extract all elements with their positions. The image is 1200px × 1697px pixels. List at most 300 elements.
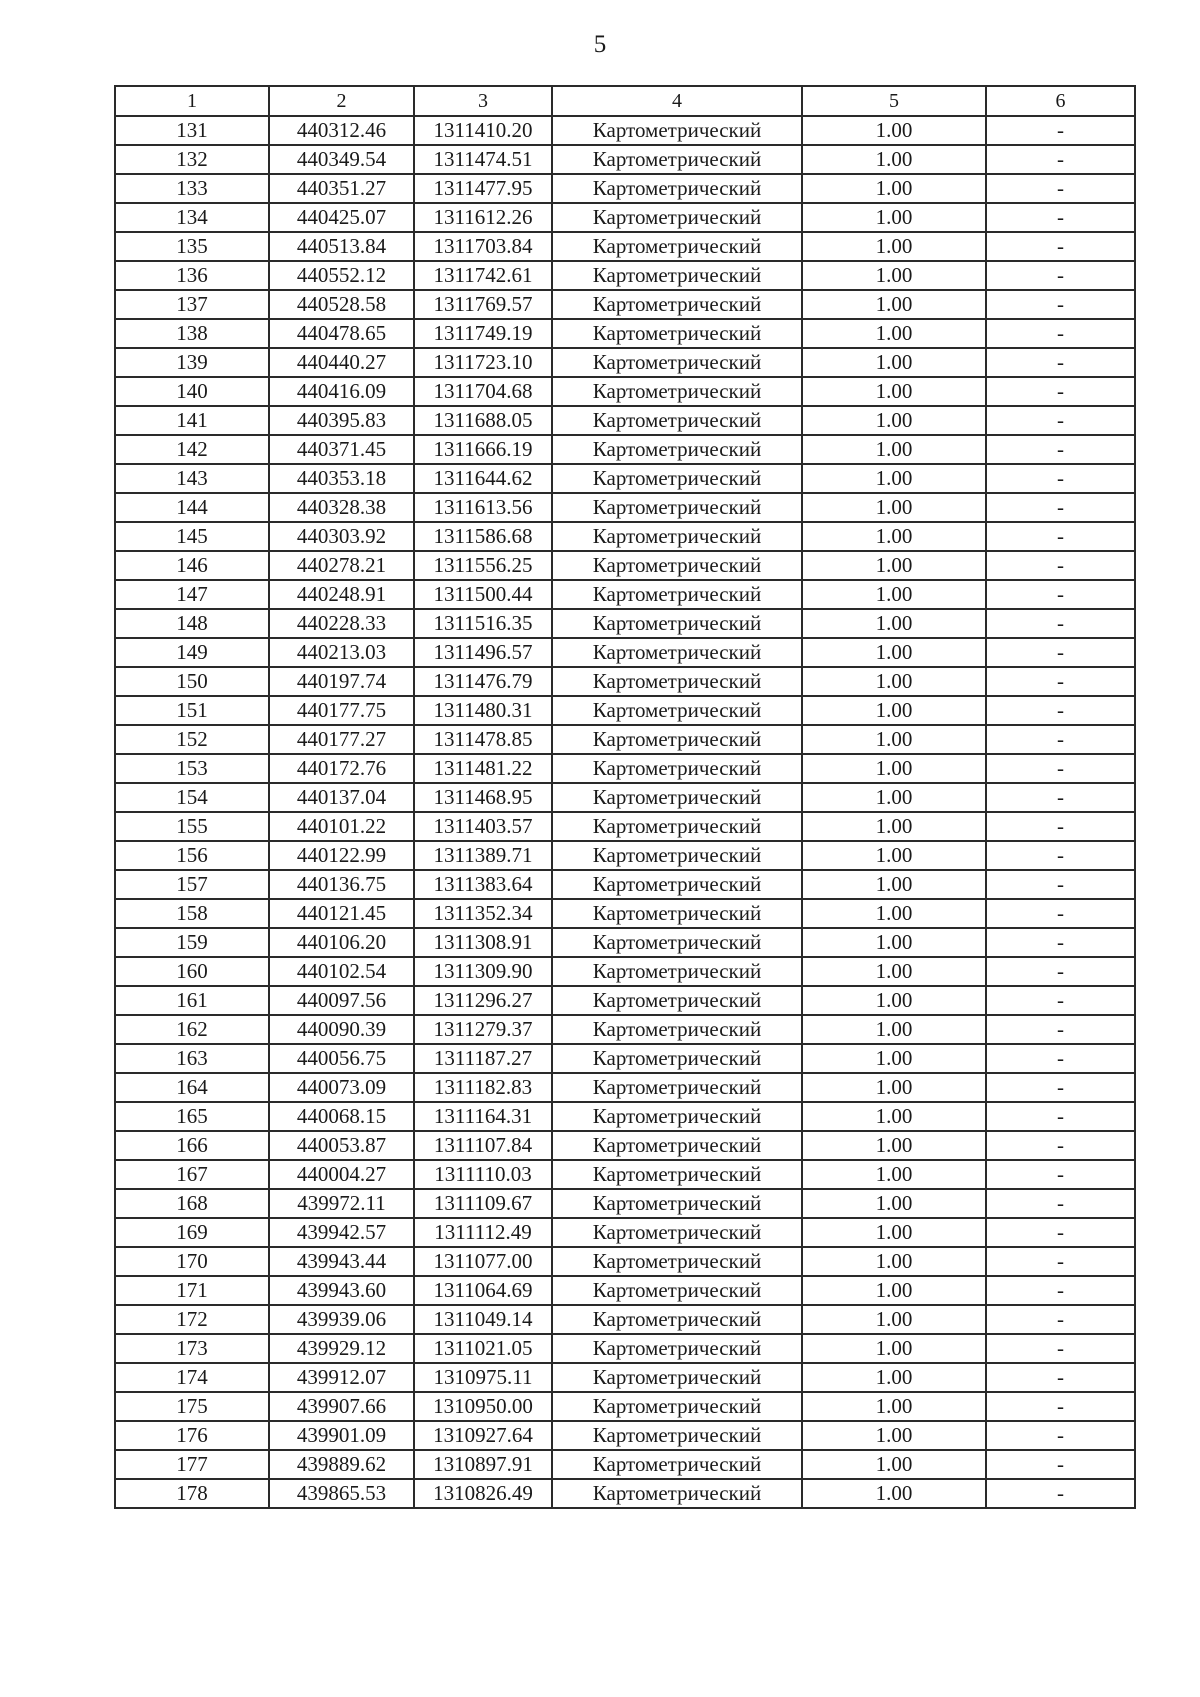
note-cell: - (986, 174, 1135, 203)
point-number-cell: 175 (115, 1392, 269, 1421)
table-row (115, 261, 1135, 290)
x-coordinate-cell: 440328.38 (269, 493, 414, 522)
y-coordinate-cell: 1311403.57 (414, 812, 552, 841)
table-row (115, 1073, 1135, 1102)
accuracy-cell: 1.00 (802, 812, 986, 841)
method-cell: Картометрический (552, 696, 802, 725)
accuracy-cell: 1.00 (802, 1276, 986, 1305)
table-body (115, 116, 1135, 1508)
point-number-cell: 177 (115, 1450, 269, 1479)
note-cell: - (986, 1160, 1135, 1189)
table-row (115, 580, 1135, 609)
x-coordinate-cell: 439889.62 (269, 1450, 414, 1479)
note-cell: - (986, 464, 1135, 493)
table-row (115, 493, 1135, 522)
method-cell: Картометрический (552, 145, 802, 174)
accuracy-cell: 1.00 (802, 1044, 986, 1073)
note-cell: - (986, 638, 1135, 667)
x-coordinate-cell: 439943.44 (269, 1247, 414, 1276)
table-row (115, 899, 1135, 928)
point-number-cell: 176 (115, 1421, 269, 1450)
y-coordinate-cell: 1311474.51 (414, 145, 552, 174)
method-cell: Картометрический (552, 754, 802, 783)
point-number-cell: 149 (115, 638, 269, 667)
accuracy-cell: 1.00 (802, 1363, 986, 1392)
accuracy-cell: 1.00 (802, 493, 986, 522)
table-row (115, 377, 1135, 406)
x-coordinate-cell: 440102.54 (269, 957, 414, 986)
table-row (115, 1247, 1135, 1276)
note-cell: - (986, 261, 1135, 290)
point-number-cell: 160 (115, 957, 269, 986)
point-number-cell: 174 (115, 1363, 269, 1392)
accuracy-cell: 1.00 (802, 696, 986, 725)
method-cell: Картометрический (552, 1276, 802, 1305)
x-coordinate-cell: 440213.03 (269, 638, 414, 667)
method-cell: Картометрический (552, 1305, 802, 1334)
method-cell: Картометрический (552, 522, 802, 551)
accuracy-cell: 1.00 (802, 348, 986, 377)
table-row (115, 1160, 1135, 1189)
method-cell: Картометрический (552, 1131, 802, 1160)
point-number-cell: 148 (115, 609, 269, 638)
note-cell: - (986, 1073, 1135, 1102)
note-cell: - (986, 783, 1135, 812)
table-row (115, 145, 1135, 174)
table-row (115, 1189, 1135, 1218)
note-cell: - (986, 696, 1135, 725)
column-header: 6 (986, 86, 1135, 116)
point-number-cell: 163 (115, 1044, 269, 1073)
note-cell: - (986, 609, 1135, 638)
x-coordinate-cell: 440228.33 (269, 609, 414, 638)
y-coordinate-cell: 1310826.49 (414, 1479, 552, 1508)
method-cell: Картометрический (552, 174, 802, 203)
table-row (115, 696, 1135, 725)
y-coordinate-cell: 1311769.57 (414, 290, 552, 319)
accuracy-cell: 1.00 (802, 551, 986, 580)
point-number-cell: 166 (115, 1131, 269, 1160)
accuracy-cell: 1.00 (802, 986, 986, 1015)
table-header-row (115, 86, 1135, 116)
y-coordinate-cell: 1311476.79 (414, 667, 552, 696)
y-coordinate-cell: 1311112.49 (414, 1218, 552, 1247)
table-row (115, 435, 1135, 464)
note-cell: - (986, 870, 1135, 899)
y-coordinate-cell: 1311389.71 (414, 841, 552, 870)
x-coordinate-cell: 440528.58 (269, 290, 414, 319)
note-cell: - (986, 1392, 1135, 1421)
y-coordinate-cell: 1311279.37 (414, 1015, 552, 1044)
note-cell: - (986, 1305, 1135, 1334)
note-cell: - (986, 986, 1135, 1015)
accuracy-cell: 1.00 (802, 1450, 986, 1479)
table-row (115, 319, 1135, 348)
point-number-cell: 142 (115, 435, 269, 464)
method-cell: Картометрический (552, 812, 802, 841)
note-cell: - (986, 754, 1135, 783)
x-coordinate-cell: 440552.12 (269, 261, 414, 290)
note-cell: - (986, 1450, 1135, 1479)
note-cell: - (986, 1421, 1135, 1450)
point-number-cell: 153 (115, 754, 269, 783)
x-coordinate-cell: 440177.27 (269, 725, 414, 754)
note-cell: - (986, 348, 1135, 377)
x-coordinate-cell: 440073.09 (269, 1073, 414, 1102)
point-number-cell: 134 (115, 203, 269, 232)
y-coordinate-cell: 1311077.00 (414, 1247, 552, 1276)
note-cell: - (986, 1015, 1135, 1044)
table-row (115, 1015, 1135, 1044)
method-cell: Картометрический (552, 1073, 802, 1102)
method-cell: Картометрический (552, 1160, 802, 1189)
accuracy-cell: 1.00 (802, 1392, 986, 1421)
note-cell: - (986, 290, 1135, 319)
point-number-cell: 140 (115, 377, 269, 406)
accuracy-cell: 1.00 (802, 116, 986, 145)
point-number-cell: 143 (115, 464, 269, 493)
y-coordinate-cell: 1311688.05 (414, 406, 552, 435)
method-cell: Картометрический (552, 870, 802, 899)
note-cell: - (986, 1044, 1135, 1073)
point-number-cell: 167 (115, 1160, 269, 1189)
point-number-cell: 172 (115, 1305, 269, 1334)
accuracy-cell: 1.00 (802, 435, 986, 464)
point-number-cell: 136 (115, 261, 269, 290)
table-row (115, 812, 1135, 841)
table-row (115, 1276, 1135, 1305)
accuracy-cell: 1.00 (802, 1189, 986, 1218)
point-number-cell: 161 (115, 986, 269, 1015)
table-row (115, 1363, 1135, 1392)
method-cell: Картометрический (552, 1363, 802, 1392)
method-cell: Картометрический (552, 1102, 802, 1131)
x-coordinate-cell: 439929.12 (269, 1334, 414, 1363)
x-coordinate-cell: 440248.91 (269, 580, 414, 609)
method-cell: Картометрический (552, 348, 802, 377)
point-number-cell: 145 (115, 522, 269, 551)
point-number-cell: 178 (115, 1479, 269, 1508)
method-cell: Картометрический (552, 377, 802, 406)
x-coordinate-cell: 440416.09 (269, 377, 414, 406)
point-number-cell: 169 (115, 1218, 269, 1247)
x-coordinate-cell: 440101.22 (269, 812, 414, 841)
table-row (115, 464, 1135, 493)
x-coordinate-cell: 439939.06 (269, 1305, 414, 1334)
method-cell: Картометрический (552, 667, 802, 696)
y-coordinate-cell: 1311468.95 (414, 783, 552, 812)
y-coordinate-cell: 1311644.62 (414, 464, 552, 493)
y-coordinate-cell: 1311477.95 (414, 174, 552, 203)
x-coordinate-cell: 440056.75 (269, 1044, 414, 1073)
note-cell: - (986, 493, 1135, 522)
x-coordinate-cell: 440425.07 (269, 203, 414, 232)
accuracy-cell: 1.00 (802, 319, 986, 348)
x-coordinate-cell: 440053.87 (269, 1131, 414, 1160)
table-row (115, 986, 1135, 1015)
accuracy-cell: 1.00 (802, 203, 986, 232)
table-row (115, 116, 1135, 145)
note-cell: - (986, 1334, 1135, 1363)
accuracy-cell: 1.00 (802, 957, 986, 986)
point-number-cell: 147 (115, 580, 269, 609)
accuracy-cell: 1.00 (802, 145, 986, 174)
accuracy-cell: 1.00 (802, 464, 986, 493)
x-coordinate-cell: 440068.15 (269, 1102, 414, 1131)
x-coordinate-cell: 440440.27 (269, 348, 414, 377)
x-coordinate-cell: 440478.65 (269, 319, 414, 348)
x-coordinate-cell: 440004.27 (269, 1160, 414, 1189)
point-number-cell: 154 (115, 783, 269, 812)
y-coordinate-cell: 1311187.27 (414, 1044, 552, 1073)
table-row (115, 1334, 1135, 1363)
column-header: 4 (552, 86, 802, 116)
x-coordinate-cell: 440172.76 (269, 754, 414, 783)
y-coordinate-cell: 1310950.00 (414, 1392, 552, 1421)
note-cell: - (986, 116, 1135, 145)
note-cell: - (986, 1131, 1135, 1160)
method-cell: Картометрический (552, 290, 802, 319)
y-coordinate-cell: 1311308.91 (414, 928, 552, 957)
x-coordinate-cell: 440121.45 (269, 899, 414, 928)
point-number-cell: 151 (115, 696, 269, 725)
accuracy-cell: 1.00 (802, 609, 986, 638)
accuracy-cell: 1.00 (802, 783, 986, 812)
point-number-cell: 165 (115, 1102, 269, 1131)
accuracy-cell: 1.00 (802, 1479, 986, 1508)
table-row (115, 783, 1135, 812)
accuracy-cell: 1.00 (802, 1218, 986, 1247)
table-row (115, 522, 1135, 551)
y-coordinate-cell: 1311613.56 (414, 493, 552, 522)
note-cell: - (986, 1102, 1135, 1131)
method-cell: Картометрический (552, 203, 802, 232)
y-coordinate-cell: 1311296.27 (414, 986, 552, 1015)
accuracy-cell: 1.00 (802, 1015, 986, 1044)
accuracy-cell: 1.00 (802, 261, 986, 290)
method-cell: Картометрический (552, 1247, 802, 1276)
method-cell: Картометрический (552, 783, 802, 812)
accuracy-cell: 1.00 (802, 232, 986, 261)
note-cell: - (986, 928, 1135, 957)
x-coordinate-cell: 440122.99 (269, 841, 414, 870)
y-coordinate-cell: 1311500.44 (414, 580, 552, 609)
column-header: 1 (115, 86, 269, 116)
y-coordinate-cell: 1311164.31 (414, 1102, 552, 1131)
method-cell: Картометрический (552, 493, 802, 522)
table-row (115, 348, 1135, 377)
accuracy-cell: 1.00 (802, 1102, 986, 1131)
y-coordinate-cell: 1311516.35 (414, 609, 552, 638)
y-coordinate-cell: 1311064.69 (414, 1276, 552, 1305)
table-row (115, 638, 1135, 667)
point-number-cell: 150 (115, 667, 269, 696)
table-row (115, 1392, 1135, 1421)
accuracy-cell: 1.00 (802, 667, 986, 696)
accuracy-cell: 1.00 (802, 174, 986, 203)
x-coordinate-cell: 440090.39 (269, 1015, 414, 1044)
accuracy-cell: 1.00 (802, 754, 986, 783)
note-cell: - (986, 1218, 1135, 1247)
point-number-cell: 170 (115, 1247, 269, 1276)
table-row (115, 1421, 1135, 1450)
x-coordinate-cell: 440353.18 (269, 464, 414, 493)
y-coordinate-cell: 1311480.31 (414, 696, 552, 725)
note-cell: - (986, 203, 1135, 232)
method-cell: Картометрический (552, 725, 802, 754)
x-coordinate-cell: 440136.75 (269, 870, 414, 899)
table-row (115, 928, 1135, 957)
point-number-cell: 138 (115, 319, 269, 348)
note-cell: - (986, 145, 1135, 174)
table-row (115, 551, 1135, 580)
x-coordinate-cell: 440278.21 (269, 551, 414, 580)
method-cell: Картометрический (552, 232, 802, 261)
method-cell: Картометрический (552, 986, 802, 1015)
x-coordinate-cell: 439912.07 (269, 1363, 414, 1392)
note-cell: - (986, 435, 1135, 464)
accuracy-cell: 1.00 (802, 1247, 986, 1276)
y-coordinate-cell: 1311704.68 (414, 377, 552, 406)
point-number-cell: 155 (115, 812, 269, 841)
accuracy-cell: 1.00 (802, 522, 986, 551)
point-number-cell: 133 (115, 174, 269, 203)
note-cell: - (986, 899, 1135, 928)
note-cell: - (986, 841, 1135, 870)
accuracy-cell: 1.00 (802, 870, 986, 899)
table-row (115, 1131, 1135, 1160)
table-row (115, 1044, 1135, 1073)
accuracy-cell: 1.00 (802, 1073, 986, 1102)
method-cell: Картометрический (552, 1479, 802, 1508)
note-cell: - (986, 957, 1135, 986)
method-cell: Картометрический (552, 319, 802, 348)
accuracy-cell: 1.00 (802, 580, 986, 609)
table-row (115, 1450, 1135, 1479)
method-cell: Картометрический (552, 1421, 802, 1450)
x-coordinate-cell: 439972.11 (269, 1189, 414, 1218)
note-cell: - (986, 377, 1135, 406)
y-coordinate-cell: 1311666.19 (414, 435, 552, 464)
method-cell: Картометрический (552, 899, 802, 928)
y-coordinate-cell: 1311410.20 (414, 116, 552, 145)
note-cell: - (986, 667, 1135, 696)
y-coordinate-cell: 1311383.64 (414, 870, 552, 899)
x-coordinate-cell: 440197.74 (269, 667, 414, 696)
x-coordinate-cell: 440137.04 (269, 783, 414, 812)
x-coordinate-cell: 439943.60 (269, 1276, 414, 1305)
point-number-cell: 171 (115, 1276, 269, 1305)
accuracy-cell: 1.00 (802, 1421, 986, 1450)
table-row (115, 1102, 1135, 1131)
method-cell: Картометрический (552, 551, 802, 580)
y-coordinate-cell: 1311109.67 (414, 1189, 552, 1218)
point-number-cell: 144 (115, 493, 269, 522)
x-coordinate-cell: 440106.20 (269, 928, 414, 957)
y-coordinate-cell: 1311481.22 (414, 754, 552, 783)
column-header: 5 (802, 86, 986, 116)
accuracy-cell: 1.00 (802, 1131, 986, 1160)
y-coordinate-cell: 1310927.64 (414, 1421, 552, 1450)
accuracy-cell: 1.00 (802, 841, 986, 870)
accuracy-cell: 1.00 (802, 928, 986, 957)
note-cell: - (986, 232, 1135, 261)
accuracy-cell: 1.00 (802, 725, 986, 754)
method-cell: Картометрический (552, 261, 802, 290)
x-coordinate-cell: 439901.09 (269, 1421, 414, 1450)
note-cell: - (986, 1276, 1135, 1305)
point-number-cell: 168 (115, 1189, 269, 1218)
table-row (115, 609, 1135, 638)
point-number-cell: 139 (115, 348, 269, 377)
method-cell: Картометрический (552, 1392, 802, 1421)
x-coordinate-cell: 439907.66 (269, 1392, 414, 1421)
x-coordinate-cell: 440303.92 (269, 522, 414, 551)
method-cell: Картометрический (552, 435, 802, 464)
y-coordinate-cell: 1311182.83 (414, 1073, 552, 1102)
y-coordinate-cell: 1311723.10 (414, 348, 552, 377)
accuracy-cell: 1.00 (802, 1160, 986, 1189)
x-coordinate-cell: 440395.83 (269, 406, 414, 435)
method-cell: Картометрический (552, 580, 802, 609)
method-cell: Картометрический (552, 1189, 802, 1218)
method-cell: Картометрический (552, 928, 802, 957)
note-cell: - (986, 580, 1135, 609)
x-coordinate-cell: 440312.46 (269, 116, 414, 145)
y-coordinate-cell: 1311352.34 (414, 899, 552, 928)
note-cell: - (986, 319, 1135, 348)
point-number-cell: 162 (115, 1015, 269, 1044)
note-cell: - (986, 1363, 1135, 1392)
point-number-cell: 137 (115, 290, 269, 319)
point-number-cell: 159 (115, 928, 269, 957)
table-row (115, 754, 1135, 783)
table-row (115, 957, 1135, 986)
point-number-cell: 146 (115, 551, 269, 580)
note-cell: - (986, 1247, 1135, 1276)
note-cell: - (986, 522, 1135, 551)
point-number-cell: 131 (115, 116, 269, 145)
note-cell: - (986, 551, 1135, 580)
note-cell: - (986, 1189, 1135, 1218)
note-cell: - (986, 1479, 1135, 1508)
note-cell: - (986, 812, 1135, 841)
y-coordinate-cell: 1311478.85 (414, 725, 552, 754)
table-row (115, 232, 1135, 261)
table-row (115, 1218, 1135, 1247)
method-cell: Картометрический (552, 406, 802, 435)
accuracy-cell: 1.00 (802, 290, 986, 319)
method-cell: Картометрический (552, 638, 802, 667)
table-row (115, 667, 1135, 696)
note-cell: - (986, 725, 1135, 754)
method-cell: Картометрический (552, 1044, 802, 1073)
y-coordinate-cell: 1311107.84 (414, 1131, 552, 1160)
table-row (115, 841, 1135, 870)
method-cell: Картометрический (552, 116, 802, 145)
y-coordinate-cell: 1311496.57 (414, 638, 552, 667)
y-coordinate-cell: 1311556.25 (414, 551, 552, 580)
table-row (115, 174, 1135, 203)
point-number-cell: 141 (115, 406, 269, 435)
table-row (115, 870, 1135, 899)
method-cell: Картометрический (552, 1218, 802, 1247)
point-number-cell: 135 (115, 232, 269, 261)
y-coordinate-cell: 1311742.61 (414, 261, 552, 290)
method-cell: Картометрический (552, 841, 802, 870)
accuracy-cell: 1.00 (802, 1334, 986, 1363)
point-number-cell: 158 (115, 899, 269, 928)
